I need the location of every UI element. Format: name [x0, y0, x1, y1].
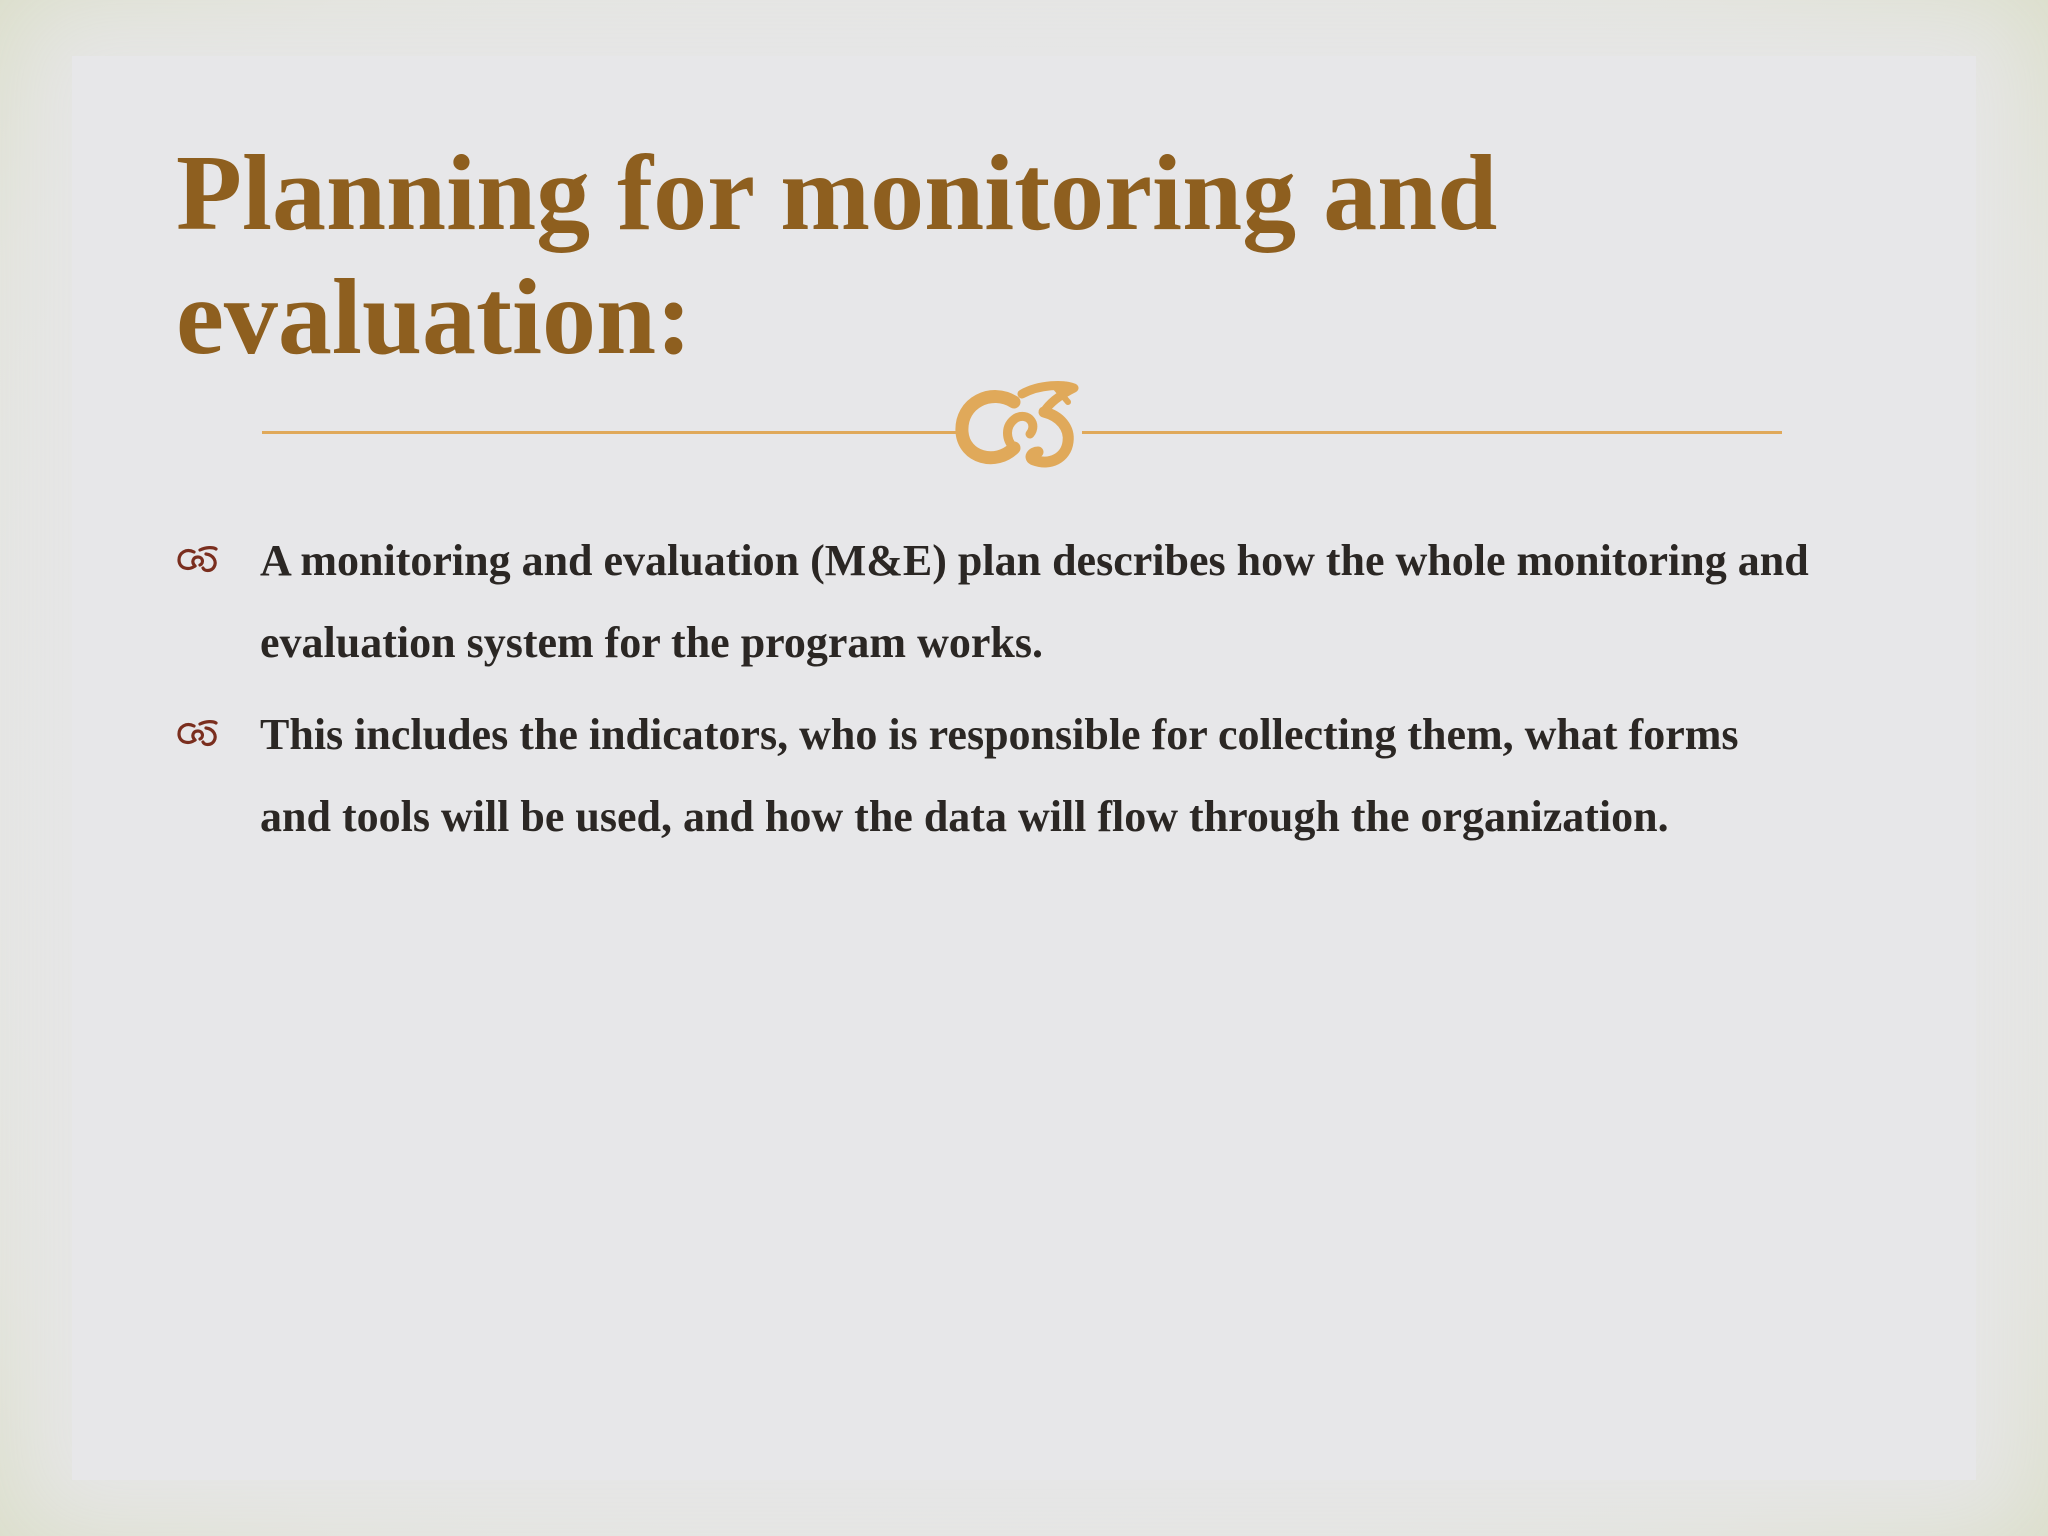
flourish-icon	[952, 380, 1092, 472]
bullet-list	[176, 520, 1816, 868]
bullet-text-2: This includes the indicators, who is responsible for collecting them, what forms and tools will be used, and how the data will flow through the organization.	[260, 710, 1739, 841]
divider-line-left	[262, 431, 962, 434]
flourish-bullet-icon	[176, 716, 220, 752]
bullet-text-1: A monitoring and evaluation (M&E) plan describes how the whole monitoring and evaluation system for the program works.	[260, 536, 1809, 667]
bullet-item-1	[176, 520, 1816, 684]
flourish-bullet-icon	[176, 542, 220, 578]
slide-title: Planning for monitoring and evaluation:	[176, 134, 1498, 377]
divider-line-right	[1082, 431, 1782, 434]
bullet-item-2	[176, 694, 1816, 858]
title-divider	[262, 380, 1782, 472]
